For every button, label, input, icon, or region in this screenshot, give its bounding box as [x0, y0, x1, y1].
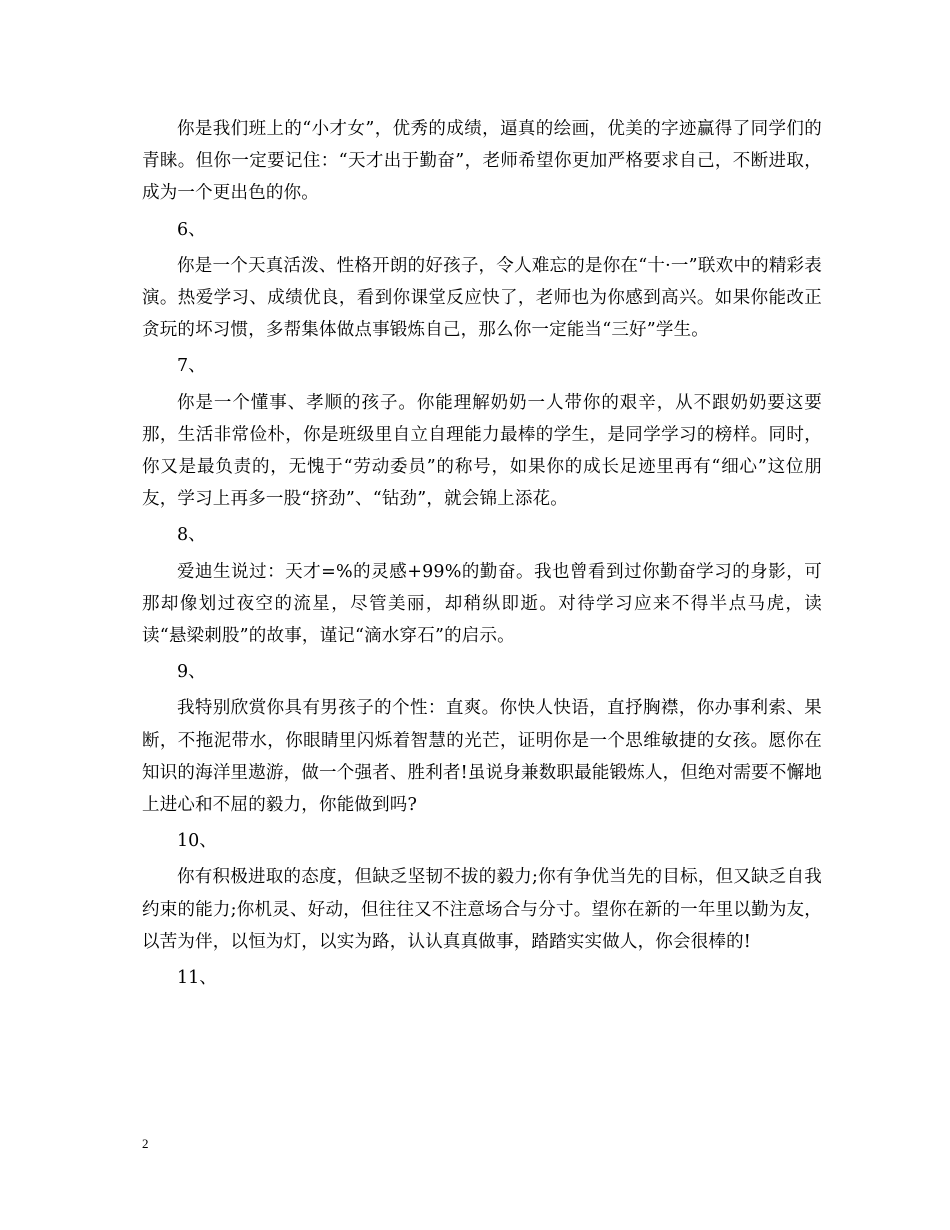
paragraph: 爱迪生说过：天才=%的灵感+99%的勤奋。我也曾看到过你勤奋学习的身影，可那却像划过夜空的流星，尽管美丽，却稍纵即逝。对待学习应来不得半点马虎，读读“悬梁刺股”的故事，谨记“滴水穿石”的启示。 [142, 561, 822, 647]
item-number: 11、 [177, 968, 217, 989]
item-number: 9、 [177, 662, 206, 683]
document-body [142, 113, 822, 998]
paragraph: 你是我们班上的“小才女”，优秀的成绩，逼真的绘画，优美的字迹赢得了同学们的青睐。但你一定要记住：“天才出于勤奋”，老师希望你更加严格要求自己，不断进取，成为一个更出色的你。 [142, 119, 822, 204]
paragraph: 我特别欣赏你具有男孩子的个性：直爽。你快人快语，直抒胸襟，你办事利索、果断，不拖泥带水，你眼睛里闪烁着智慧的光芒，证明你是一个思维敏捷的女孩。愿你在知识的海洋里遨游，做一个强者、胜利者!虽说身兼数职最能锻炼人，但绝对需要不懈地上进心和不屈的毅力，你能做到吗? [142, 698, 822, 816]
paragraph: 你有积极进取的态度，但缺乏坚韧不拔的毅力;你有争优当先的目标，但又缺乏自我约束的能力;你机灵、好动，但往往又不注意场合与分寸。望你在新的一年里以勤为友，以苦为伴，以恒为灯，以实为路，认认真真做事，踏踏实实做人，你会很棒的! [142, 867, 822, 952]
item-number: 8、 [177, 525, 206, 546]
paragraph: 你是一个天真活泼、性格开朗的好孩子，令人难忘的是你在“十·一”联欢中的精彩表演。热爱学习、成绩优良，看到你课堂反应快了，老师也为你感到高兴。如果你能改正贪玩的坏习惯，多帮集体做点事锻炼自己，那么你一定能当“三好”学生。 [142, 255, 822, 341]
item-number: 7、 [177, 356, 206, 377]
page-number: 2 [142, 1136, 149, 1151]
item-number: 10、 [177, 831, 217, 852]
paragraph: 你是一个懂事、孝顺的孩子。你能理解奶奶一人带你的艰辛，从不跟奶奶要这要那，生活非常俭朴，你是班级里自立自理能力最棒的学生，是同学学习的榜样。同时，你又是最负责的，无愧于“劳动委员”的称号，如果你的成长足迹里再有“细心”这位朋友，学习上再多一股“挤劲”、“钻劲”，就会锦上添花。 [142, 392, 822, 510]
item-number: 6、 [177, 219, 206, 240]
